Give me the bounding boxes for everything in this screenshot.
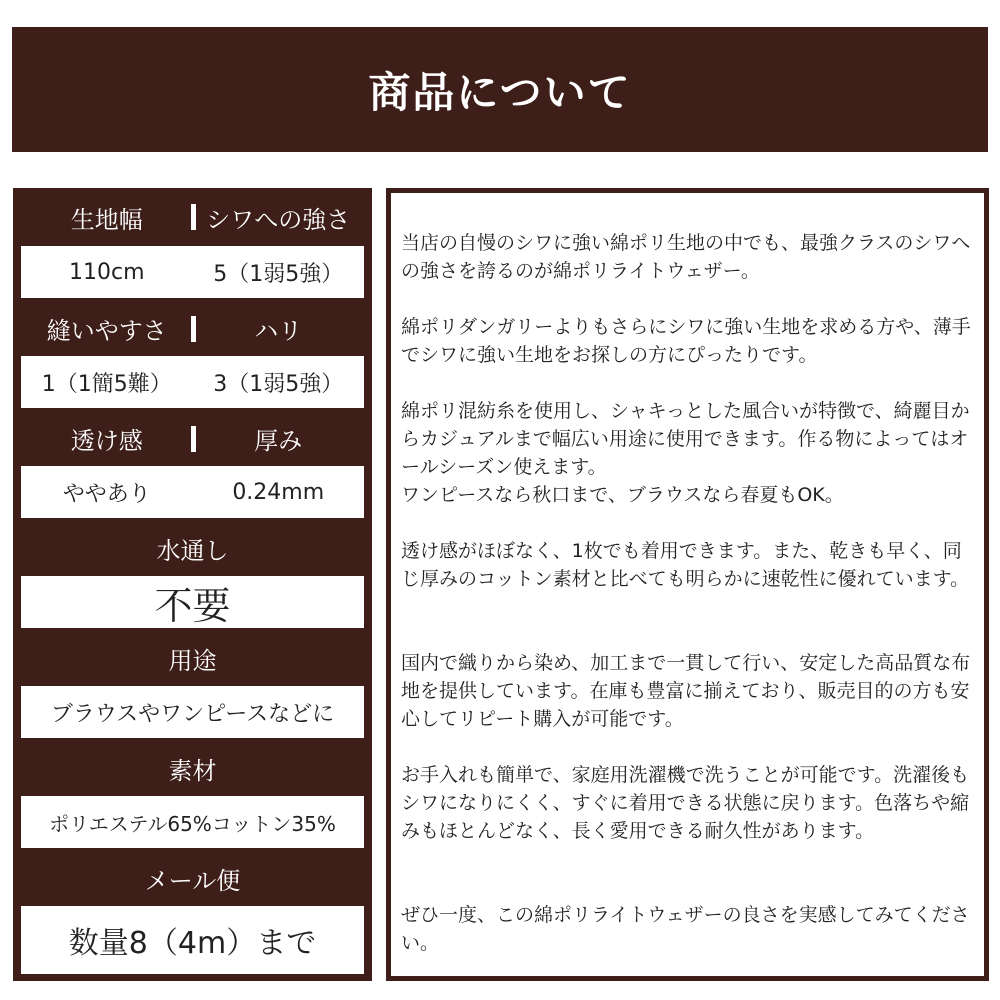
spec-header-mail [21, 851, 364, 906]
value-usage: ブラウスやワンピースなどに [50, 701, 335, 727]
value-mail-delivery: 数量8（4m）まで [68, 926, 317, 961]
spec-value-material [21, 796, 364, 848]
spec-values-sheer-thickness [21, 466, 364, 518]
spec-header-usage [21, 631, 364, 686]
description-paragraph: ぜひ一度、この綿ポリライトウェザーの良さを実感してみてください。 [401, 904, 970, 954]
value-thickness: 0.24mm [232, 479, 325, 505]
spec-header-material [21, 741, 364, 796]
value-sheerness: ややあり [62, 481, 151, 507]
separator [191, 204, 196, 230]
label-fabric-width: 生地幅 [70, 205, 143, 234]
separator [191, 426, 196, 452]
label-wrinkle-resistance: シワへの強さ [206, 205, 351, 234]
label-sheerness: 透け感 [70, 427, 143, 455]
description-paragraph: 当店の自慢のシワに強い綿ポリ生地の中でも、最強クラスのシワへの強さを誇るのが綿ポリライトウェザー。 [401, 232, 971, 282]
label-prewash: 水通し [156, 537, 229, 565]
label-material: 素材 [168, 757, 217, 785]
value-prewash: 不要 [154, 583, 231, 628]
value-ease-of-sewing: 1（1簡5難） [41, 371, 172, 397]
spec-values-sewing-stiffness [21, 356, 364, 408]
label-thickness: 厚み [254, 427, 303, 455]
label-mail-delivery: メール便 [144, 867, 241, 895]
spec-header-width-wrinkle [21, 188, 364, 246]
spec-panel [13, 188, 372, 981]
label-stiffness: ハリ [254, 317, 303, 345]
spec-header-prewash [21, 521, 364, 576]
spec-value-mail [21, 906, 364, 974]
description-body [391, 193, 984, 976]
spec-value-usage [21, 686, 364, 738]
spec-header-sewing-stiffness [21, 301, 364, 356]
value-fabric-width: 110cm [68, 259, 145, 285]
spec-value-prewash [21, 576, 364, 628]
spec-values-width-wrinkle [21, 246, 364, 298]
value-material: ポリエステル65%コットン35% [49, 811, 336, 836]
description-paragraph: 国内で織りから染め、加工まで一貫して行い、安定した高品質な布地を提供しています。在庫も豊富に揃えており、販売目的の方も安心してリピート購入が可能です。 [401, 652, 971, 730]
label-usage: 用途 [168, 647, 217, 675]
description-paragraph: 綿ポリダンガリーよりもさらにシワに強い生地を求める方や、薄手でシワに強い生地をお探しの方にぴったりです。 [401, 316, 971, 366]
title-banner [12, 27, 988, 152]
value-wrinkle-resistance: 5（1弱5強） [213, 261, 344, 287]
page-title: 商品について [368, 67, 632, 117]
value-stiffness: 3（1弱5強） [213, 371, 344, 397]
description-paragraph: お手入れも簡単で、家庭用洗濯機で洗うことが可能です。洗濯後もシワになりにくく、すぐに着用できる状態に戻ります。色落ちや縮みもほとんどなく、長く愛用できる耐久性があります。 [401, 764, 970, 842]
label-ease-of-sewing: 縫いやすさ [46, 317, 167, 345]
description-paragraph: 透け感がほぼなく、1枚でも着用できます。また、乾きも早く、同じ厚みのコットン素材と比べても明らかに速乾性に優れています。 [401, 540, 970, 590]
separator [191, 316, 196, 342]
description-paragraph: 綿ポリ混紡糸を使用し、シャキっとした風合いが特徴で、綺麗目からカジュアルまで幅広い用途に使用できます。作る物によってはオールシーズン使えます。 ワンピースなら秋口まで、ブラウスなら春夏もOK。 [401, 400, 970, 506]
spec-header-sheer-thickness [21, 411, 364, 466]
description-panel [386, 188, 989, 981]
